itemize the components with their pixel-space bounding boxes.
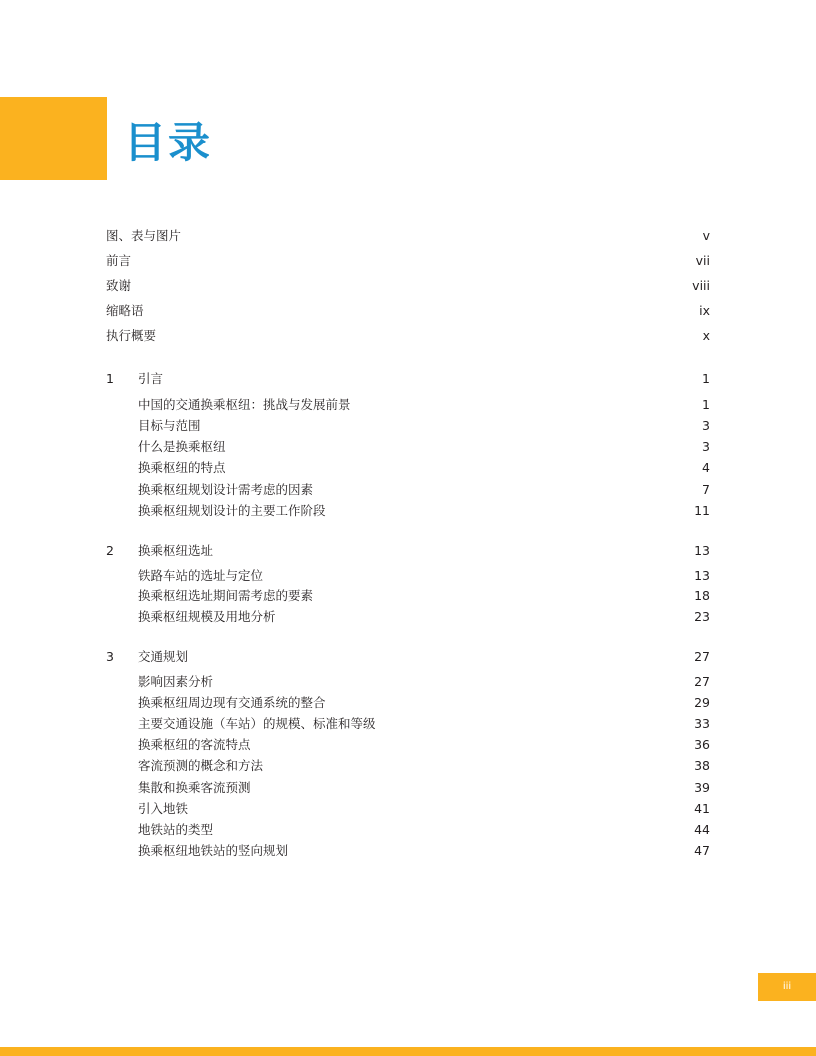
section-page: 33 bbox=[694, 716, 710, 731]
toc-entry-preface[interactable] bbox=[106, 251, 710, 271]
section-label: 地铁站的类型 bbox=[138, 822, 214, 837]
toc-section[interactable] bbox=[106, 586, 710, 606]
toc-entry-figures[interactable] bbox=[106, 226, 710, 246]
toc-section[interactable] bbox=[106, 437, 710, 457]
toc-entry-label: 缩略语 bbox=[106, 303, 144, 318]
section-page: 13 bbox=[694, 568, 710, 583]
toc-section[interactable] bbox=[106, 416, 710, 436]
toc-section[interactable] bbox=[106, 501, 710, 521]
toc-entry-label: 前言 bbox=[106, 253, 132, 268]
toc-section[interactable] bbox=[106, 566, 710, 586]
page-number-badge: iii bbox=[758, 973, 816, 1001]
toc-section[interactable] bbox=[106, 756, 710, 776]
toc-entry-page: x bbox=[702, 328, 710, 343]
section-label: 换乘枢纽地铁站的竖向规划 bbox=[138, 843, 289, 858]
chapter-page: 27 bbox=[694, 649, 710, 664]
section-page: 23 bbox=[694, 609, 710, 624]
toc-section[interactable] bbox=[106, 458, 710, 478]
toc-section[interactable] bbox=[106, 820, 710, 840]
chapter-page: 13 bbox=[694, 543, 710, 558]
toc-entry-page: vii bbox=[695, 253, 710, 268]
section-page: 11 bbox=[694, 503, 710, 518]
toc-chapter-2[interactable] bbox=[106, 541, 710, 561]
section-page: 41 bbox=[694, 801, 710, 816]
chapter-number: 1 bbox=[106, 371, 114, 386]
section-label: 换乘枢纽的客流特点 bbox=[138, 737, 251, 752]
section-label: 中国的交通换乘枢纽：挑战与发展前景 bbox=[138, 397, 351, 412]
section-page: 27 bbox=[694, 674, 710, 689]
chapter-title: 引言 bbox=[138, 371, 164, 386]
section-label: 换乘枢纽选址期间需考虑的要素 bbox=[138, 588, 314, 603]
section-label: 目标与范围 bbox=[138, 418, 201, 433]
toc-chapter-1[interactable] bbox=[106, 369, 710, 389]
toc-entry-page: v bbox=[702, 228, 710, 243]
section-page: 7 bbox=[702, 482, 710, 497]
section-label: 换乘枢纽周边现有交通系统的整合 bbox=[138, 695, 326, 710]
chapter-title: 交通规划 bbox=[138, 649, 189, 664]
section-page: 1 bbox=[702, 397, 710, 412]
section-label: 换乘枢纽规模及用地分析 bbox=[138, 609, 276, 624]
toc-section[interactable] bbox=[106, 735, 710, 755]
toc-entry-label: 图、表与图片 bbox=[106, 228, 182, 243]
toc-chapter-3[interactable] bbox=[106, 647, 710, 667]
section-page: 38 bbox=[694, 758, 710, 773]
section-page: 39 bbox=[694, 780, 710, 795]
toc-section[interactable] bbox=[106, 672, 710, 692]
toc-section[interactable] bbox=[106, 480, 710, 500]
chapter-page: 1 bbox=[702, 371, 710, 386]
toc-section[interactable] bbox=[106, 607, 710, 627]
section-page: 36 bbox=[694, 737, 710, 752]
toc-entry-abbreviations[interactable] bbox=[106, 301, 710, 321]
section-label: 换乘枢纽的特点 bbox=[138, 460, 226, 475]
toc-section[interactable] bbox=[106, 693, 710, 713]
chapter-number: 3 bbox=[106, 649, 114, 664]
toc-entry-page: viii bbox=[692, 278, 710, 293]
section-page: 29 bbox=[694, 695, 710, 710]
section-page: 3 bbox=[702, 439, 710, 454]
chapter-number: 2 bbox=[106, 543, 114, 558]
section-label: 铁路车站的选址与定位 bbox=[138, 568, 264, 583]
section-page: 47 bbox=[694, 843, 710, 858]
toc-entry-page: ix bbox=[699, 303, 710, 318]
toc-section[interactable] bbox=[106, 714, 710, 734]
footer-accent-bar bbox=[0, 1047, 816, 1056]
toc-section[interactable] bbox=[106, 778, 710, 798]
section-label: 主要交通设施（车站）的规模、标准和等级 bbox=[138, 716, 376, 731]
section-page: 4 bbox=[702, 460, 710, 475]
toc-entry-label: 执行概要 bbox=[106, 328, 157, 343]
section-label: 什么是换乘枢纽 bbox=[138, 439, 226, 454]
section-page: 44 bbox=[694, 822, 710, 837]
section-label: 引入地铁 bbox=[138, 801, 189, 816]
toc-entry-executive-summary[interactable] bbox=[106, 326, 710, 346]
toc-entry-acknowledgements[interactable] bbox=[106, 276, 710, 296]
section-page: 18 bbox=[694, 588, 710, 603]
toc-section[interactable] bbox=[106, 799, 710, 819]
section-label: 影响因素分析 bbox=[138, 674, 214, 689]
page-title: 目录 bbox=[124, 118, 213, 167]
title-accent-block bbox=[0, 97, 107, 180]
section-label: 客流预测的概念和方法 bbox=[138, 758, 264, 773]
toc-entry-label: 致谢 bbox=[106, 278, 132, 293]
section-label: 换乘枢纽规划设计需考虑的因素 bbox=[138, 482, 314, 497]
section-label: 集散和换乘客流预测 bbox=[138, 780, 251, 795]
section-label: 换乘枢纽规划设计的主要工作阶段 bbox=[138, 503, 326, 518]
chapter-title: 换乘枢纽选址 bbox=[138, 543, 214, 558]
toc-section[interactable] bbox=[106, 841, 710, 861]
section-page: 3 bbox=[702, 418, 710, 433]
toc-section[interactable] bbox=[106, 395, 710, 415]
